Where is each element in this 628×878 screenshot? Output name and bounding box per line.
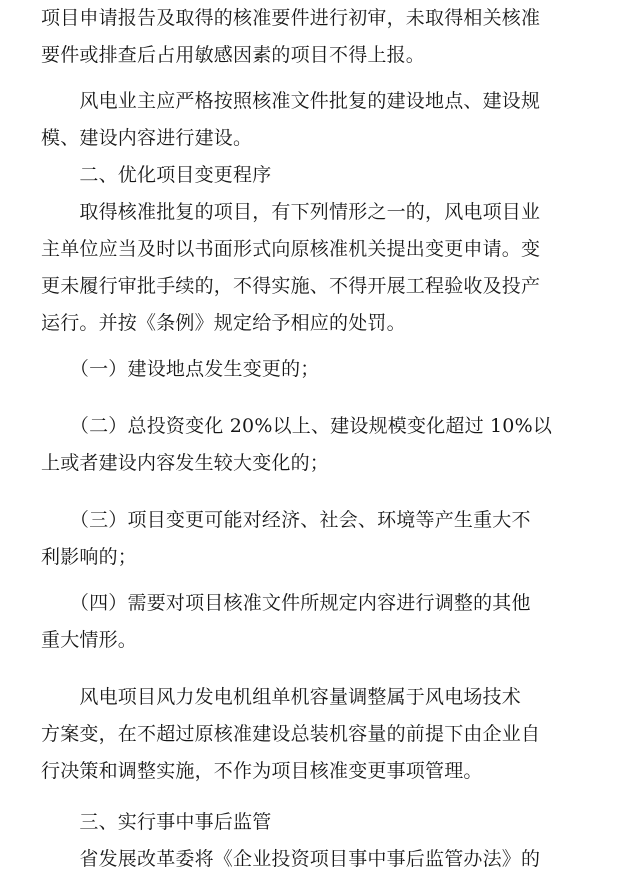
paragraph-change-application xyxy=(41,194,568,342)
text-line: 上或者建设内容发生较大变化的； xyxy=(41,452,330,474)
paragraph-turbine-capacity xyxy=(41,679,568,790)
text-line: 要件或排查后占用敏感因素的项目不得上报。 xyxy=(41,44,426,66)
text-line: 更未履行审批手续的，不得实施、不得开展工程验收及投产 xyxy=(41,275,541,297)
text-line: （二）总投资变化 20%以上、建设规模变化超过 10%以 xyxy=(41,415,553,437)
text-line: （四）需要对项目核准文件所规定内容进行调整的其他 xyxy=(41,592,531,614)
text-line: 风电业主应严格按照核准文件批复的建设地点、建设规 xyxy=(41,90,541,112)
text-line: 方案变，在不超过原核准建设总装机容量的前提下由企业自 xyxy=(41,723,541,745)
list-item-location-change xyxy=(41,351,568,388)
text-line: （一）建设地点发生变更的； xyxy=(41,358,320,380)
text-line: 风电项目风力发电机组单机容量调整属于风电场技术 xyxy=(41,686,522,708)
list-item-investment-change xyxy=(41,408,568,482)
heading-line: 二、优化项目变更程序 xyxy=(41,164,272,186)
paragraph-preliminary-review xyxy=(41,0,568,74)
document-body xyxy=(41,0,568,878)
heading-line: 三、实行事中事后监管 xyxy=(41,811,272,833)
section-heading-supervision xyxy=(41,804,568,841)
text-line: 主单位应当及时以书面形式向原核准机关提出变更申请。变 xyxy=(41,238,541,260)
text-line: 模、建设内容进行建设。 xyxy=(41,127,253,149)
paragraph-supervision-measures xyxy=(41,841,568,878)
section-heading-change-procedure xyxy=(41,157,568,194)
text-line: 重大情形。 xyxy=(41,629,138,651)
text-line: 利影响的； xyxy=(41,546,138,568)
paragraph-construction-requirement xyxy=(41,83,568,157)
list-item-impact-change xyxy=(41,502,568,576)
list-item-other-major-change xyxy=(41,585,568,659)
text-line: 省发展改革委将《企业投资项目事中事后监管办法》的 xyxy=(41,848,541,870)
text-line: 行决策和调整实施，不作为项目核准变更事项管理。 xyxy=(41,760,483,782)
text-line: 项目申请报告及取得的核准要件进行初审，未取得相关核准 xyxy=(41,7,541,29)
text-line: 运行。并按《条例》规定给予相应的处罚。 xyxy=(41,312,406,334)
text-line: （三）项目变更可能对经济、社会、环境等产生重大不 xyxy=(41,509,531,531)
text-line: 取得核准批复的项目，有下列情形之一的，风电项目业 xyxy=(41,201,541,223)
